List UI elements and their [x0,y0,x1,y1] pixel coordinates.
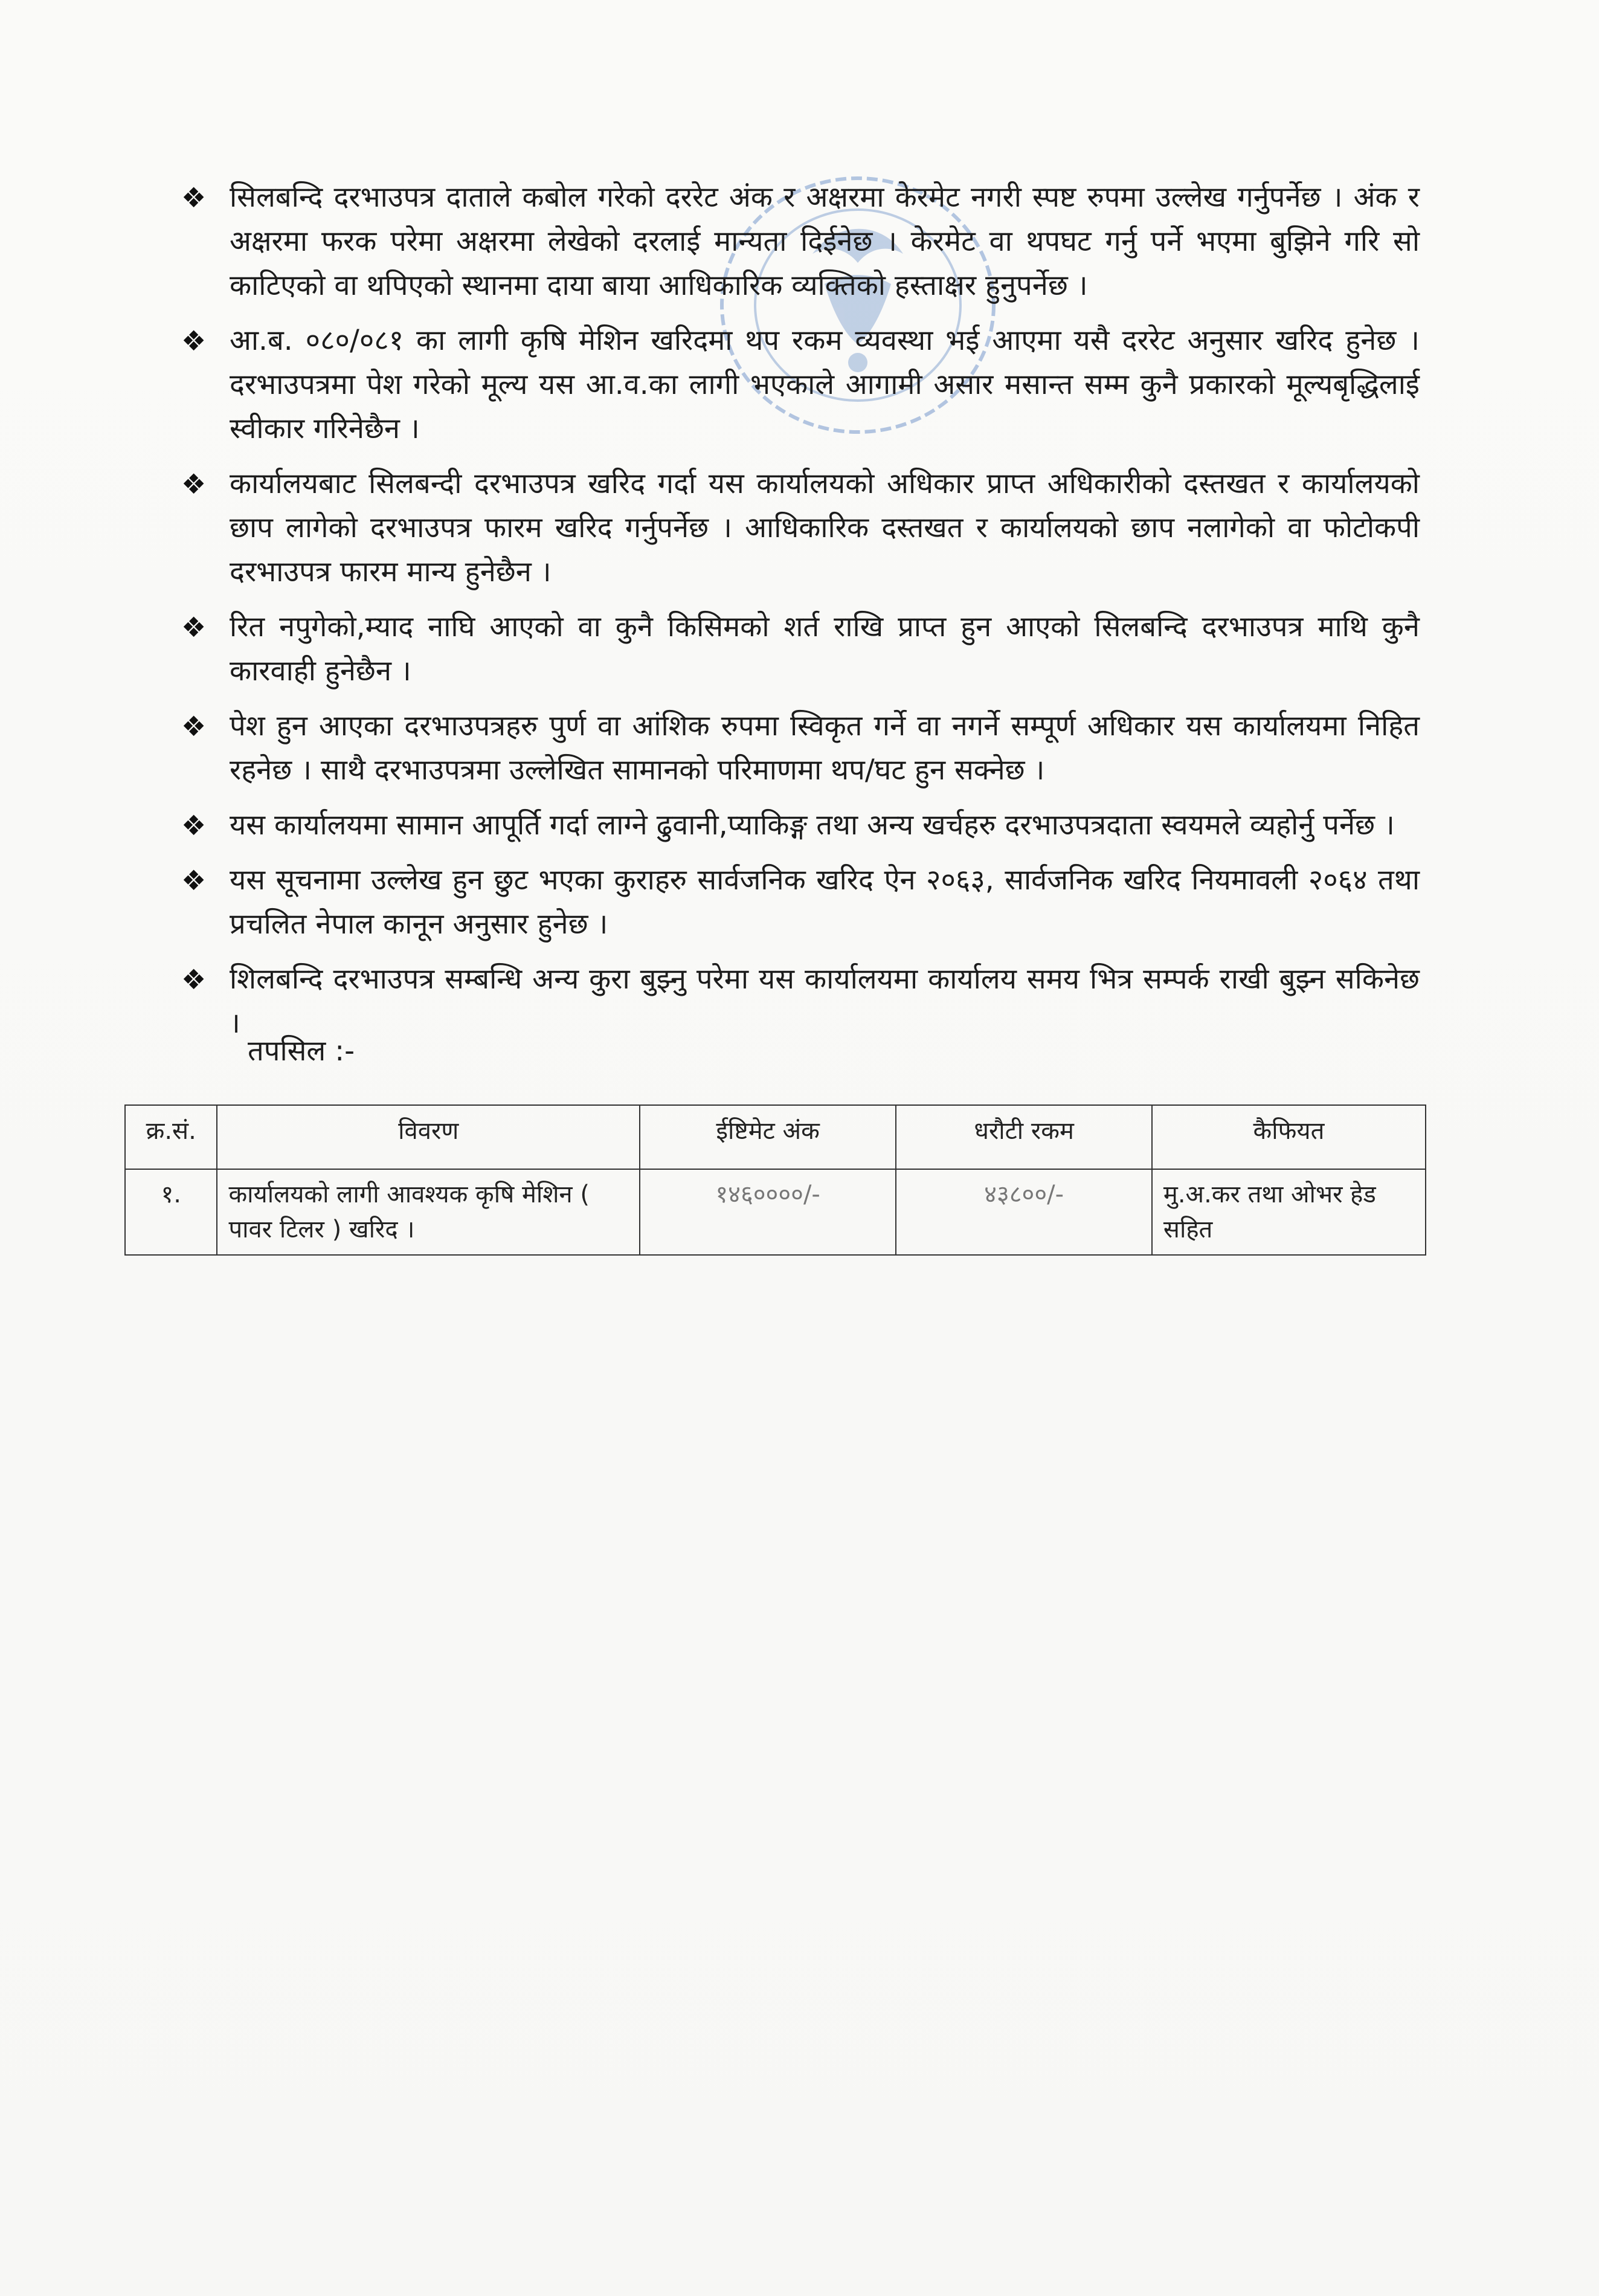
list-item [181,605,1420,693]
diamond-bullet-icon: ❖ [181,468,207,500]
condition-text: यस कार्यालयमा सामान आपूर्ति गर्दा लाग्ने ढुवानी,प्याकिङ्ग तथा अन्य खर्चहरु दरभाउपत्रदाता स्वयमले व्यहोर्नु पर्नेछ । [230,808,1395,842]
condition-text: सिलबन्दि दरभाउपत्र दाताले कबोल गरेको दररेट अंक र अक्षरमा केरमेट नगरी स्पष्ट रुपमा उल्लेख गर्नुपर्नेछ । अंक र अक्षरमा फरक परेमा अक्षरमा लेखेको दरलाई मान्यता दिईनेछ । केरमेट वा थपघट गर्नु पर्ने भएमा बुझिने गरि सो काटिएको वा थपिएको स्थानमा दाया बाया आधिकारिक व्यक्तिको हस्ताक्षर हुनुपर्नेछ । [230,181,1420,302]
condition-text: शिलबन्दि दरभाउपत्र सम्बन्धि अन्य कुरा बुझ्नु परेमा यस कार्यालयमा कार्यालय समय भित्र सम्पर्क राखी बुझ्न सकिनेछ । [230,963,1420,1040]
cell-estimate: १४६००००/- [640,1169,896,1255]
header-remarks: कैफियत [1152,1105,1426,1169]
condition-text: पेश हुन आएका दरभाउपत्रहरु पुर्ण वा आंशिक रुपमा स्विकृत गर्ने वा नगर्ने सम्पूर्ण अधिकार यस कार्यालयमा निहित रहनेछ । साथै दरभाउपत्रमा उल्लेखित सामानको परिमाणमा थप/घट हुन सक्नेछ । [230,709,1420,787]
table-row [125,1169,1426,1255]
diamond-bullet-icon: ❖ [181,809,207,842]
cell-remarks: मु.अ.कर तथा ओभर हेड सहित [1152,1169,1426,1255]
diamond-bullet-icon: ❖ [181,611,207,643]
diamond-bullet-icon: ❖ [181,324,207,357]
diamond-bullet-icon: ❖ [181,181,207,214]
list-item [181,175,1420,308]
condition-text: यस सूचनामा उल्लेख हुन छुट भएका कुराहरु सार्वजनिक खरिद ऐन २०६३, सार्वजनिक खरिद नियमावली २०६४ तथा प्रचलित नेपाल कानून अनुसार हुनेछ । [230,863,1420,941]
header-description: विवरण [217,1105,639,1169]
diamond-bullet-icon: ❖ [181,710,207,743]
header-deposit: धरौटी रकम [896,1105,1152,1169]
diamond-bullet-icon: ❖ [181,963,207,996]
cell-description: कार्यालयको लागी आवश्यक कृषि मेशिन ( पावर टिलर ) खरिद । [217,1169,639,1255]
list-item [181,957,1420,1045]
cell-deposit: ४३८००/- [896,1169,1152,1255]
details-table [124,1104,1426,1256]
cell-serial: १. [125,1169,217,1255]
list-item [181,462,1420,594]
diamond-bullet-icon: ❖ [181,864,207,897]
list-item [181,704,1420,792]
list-item [181,318,1420,451]
details-label: तपसिल :- [248,1034,355,1068]
conditions-list [181,175,1420,1056]
header-serial: क्र.सं. [125,1105,217,1169]
condition-text: रित नपुगेको,म्याद नाघि आएको वा कुनै किसिमको शर्त राखि प्राप्त हुन आएको सिलबन्दि दरभाउपत्र माथि कुनै कारवाही हुनेछैन । [230,610,1420,688]
list-item [181,858,1420,946]
list-item [181,803,1420,847]
table-header-row [125,1105,1426,1169]
header-estimate: ईष्टिमेट अंक [640,1105,896,1169]
condition-text: आ.ब. ०८०/०८१ का लागी कृषि मेशिन खरिदमा थप रकम व्यवस्था भई आएमा यसै दररेट अनुसार खरिद हुनेछ । दरभाउपत्रमा पेश गरेको मूल्य यस आ.व.का लागी भएकाले आगामी असार मसान्त सम्म कुनै प्रकारको मूल्यबृद्धिलाई स्वीकार गरिनेछैन । [230,324,1420,445]
condition-text: कार्यालयबाट सिलबन्दी दरभाउपत्र खरिद गर्दा यस कार्यालयको अधिकार प्राप्त अधिकारीको दस्तखत र कार्यालयको छाप लागेको दरभाउपत्र फारम खरिद गर्नुपर्नेछ । आधिकारिक दस्तखत र कार्यालयको छाप नलागेको वा फोटोकपी दरभाउपत्र फारम मान्य हुनेछैन । [230,467,1420,589]
